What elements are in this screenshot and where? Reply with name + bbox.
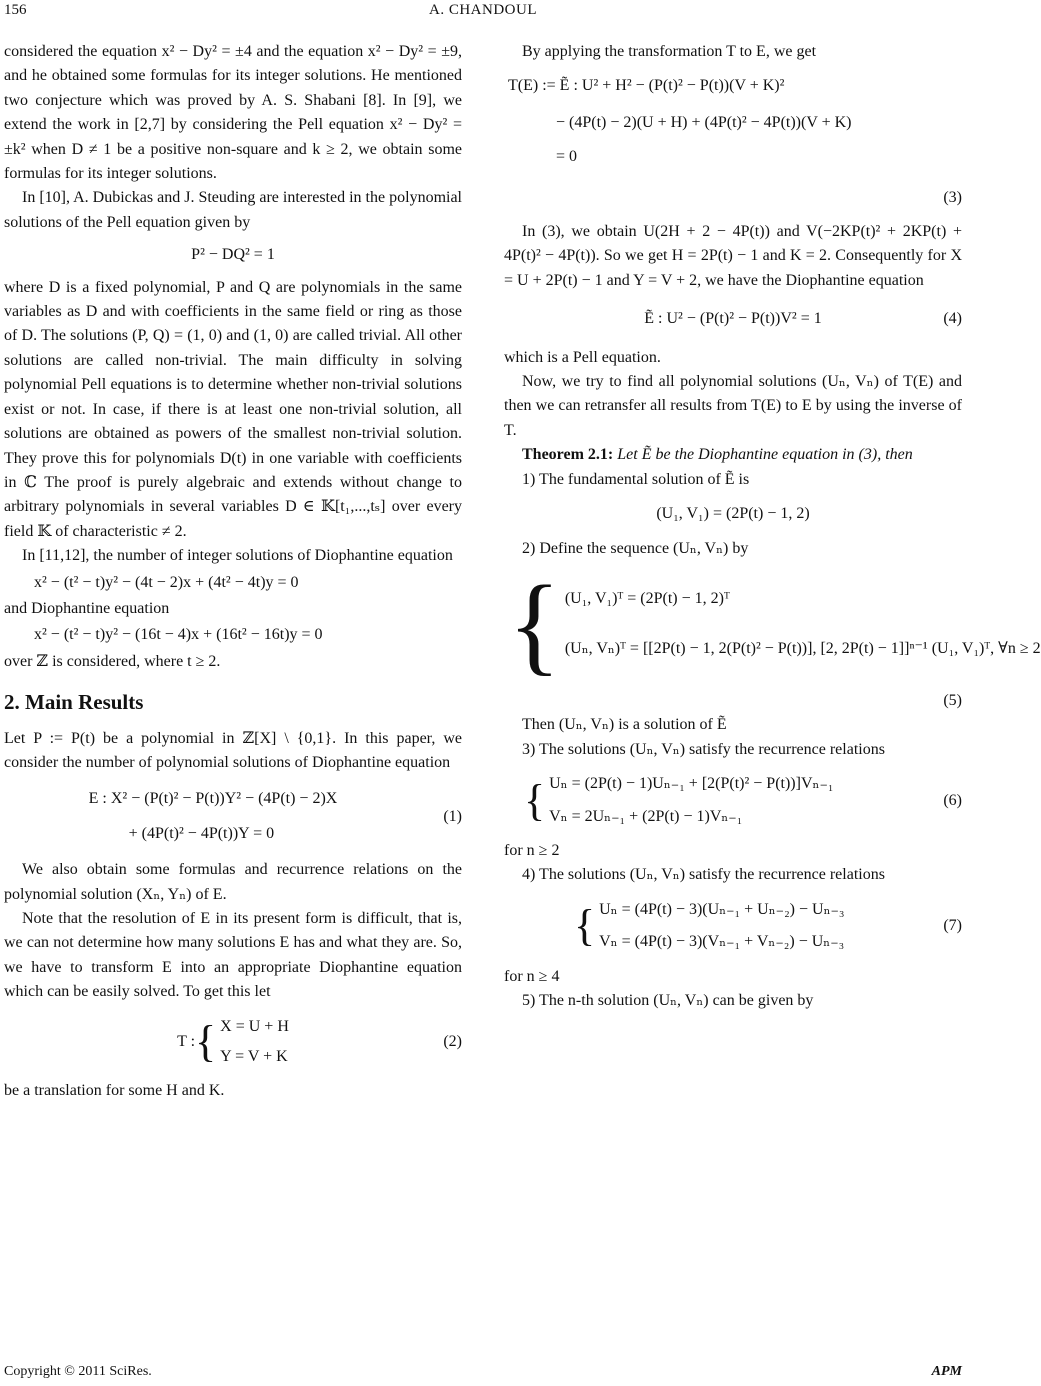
equation-number: (2) — [443, 1032, 462, 1050]
paragraph: which is a Pell equation. — [504, 348, 661, 366]
equation-number: (4) — [943, 310, 962, 328]
paragraph: for n ≥ 4 — [504, 967, 560, 985]
paragraph: In (3), we obtain U(2H + 2 − 4P(t)) and V(−2KP(t)² + 2KP(t) + 4P(t)² − 4P(t)). So we get H = 2P(t) − 1 and K = 2. Consequently for X = U + 2P(t) − 1 and Y = V + 2, we have the Diophantine equation — [504, 223, 962, 289]
equation-1: E : X² − (P(t)² − P(t))Y² − (4P(t) − 2)X + (4P(t)² − 4P(t))Y = 0 (1) — [88, 790, 462, 842]
theorem-item: 1) The fundamental solution of Ẽ is — [522, 470, 750, 488]
paragraph: In [10], A. Dubickas and J. Steuding are interested in the polynomial solutions of the Pell equation given by — [4, 189, 462, 231]
theorem-item: 2) Define the sequence (Uₙ, Vₙ) by — [522, 539, 749, 557]
paragraph: Now, we try to find all polynomial solutions (Uₙ, Vₙ) of T(E) and then we can retransfer all results from T(E) to E by using the inverse of T. — [504, 373, 962, 439]
paragraph: In [11,12], the number of integer solutions of Diophantine equation — [22, 547, 453, 565]
theorem-item: 3) The solutions (Uₙ, Vₙ) satisfy the recurrence relations — [522, 740, 885, 758]
right-column — [504, 40, 1041, 1013]
theorem-label: Theorem 2.1: — [522, 446, 614, 464]
left-column — [4, 40, 462, 1104]
paragraph: considered the equation x² − Dy² = ±4 and the equation x² − Dy² = ±9, and he obtained some formulas for its integer solutions. He mentioned two conjecture which was proved by A. S. Shabani [8]. In [9], we extend the work in [2,7] by considering the Pell equation x² − Dy² = ±k² when D ≠ 1 be a positive non-square and k ≥ 2, we obtain some formulas for its integer solutions. — [4, 43, 462, 183]
running-title: A. CHANDOUL — [429, 2, 537, 18]
page-number: 156 — [4, 2, 27, 18]
equation-number: (5) — [943, 691, 962, 709]
paragraph: Let P := P(t) be a polynomial in ℤ[X] \ {0,1}. In this paper, we consider the number of polynomial solutions of Diophantine equation — [4, 729, 462, 771]
equation-5: { (U₁, V₁)ᵀ = (2P(t) − 1, 2)ᵀ (Uₙ, Vₙ)ᵀ = [[2P(t) − 1, 2(P(t)² − P(t))], [2, 2P(t) − 1]]ⁿ⁻¹ (U₁, V₁)ᵀ, ∀n ≥ 2 — [508, 562, 1041, 685]
equation-diophantine-1: x² − (t² − t)y² − (4t − 2)x + (4t² − 4t)y = 0 — [34, 573, 299, 591]
equation-2: T : { X = U + H Y = V + K (2) — [177, 1017, 462, 1067]
equation-7: { Uₙ = (4P(t) − 3)(Uₙ₋₁ + Uₙ₋₂) − Uₙ₋₃ Vₙ = (4P(t) − 3)(Vₙ₋₁ + Vₙ₋₂) − Uₙ₋₃ (7) — [574, 900, 962, 951]
paragraph: and Diophantine equation — [4, 599, 170, 617]
theorem-item: Then (Uₙ, Vₙ) is a solution of Ẽ — [522, 716, 727, 734]
equation-number: (7) — [943, 916, 962, 934]
brace-glyph: { — [195, 1017, 217, 1067]
copyright-notice: Copyright © 2011 SciRes. — [4, 1364, 152, 1379]
paragraph: where D is a fixed polynomial, P and Q are polynomials in the same variables as D and with coefficients in the same field or ring as those of D. The solutions (P, Q) = (1, 0) and (1, 0) are called trivial. All other solutions are called non-trivial. The main difficulty in solving polynomial Pell equations is to determine whether non-trivial solutions exist or not. In case, if there is at least one non-trivial solution, all solutions are obtained as powers of the smallest non-trivial solution. They prove this for polynomials D(t) in one variable with coefficients in ℂ The proof is purely algebraic and extends without change to arbitrary polynomials in several variables D ∈ 𝕂[t₁,...,tₛ] over every field 𝕂 of characteristic ≠ 2. — [4, 278, 462, 540]
brace-glyph: { — [574, 901, 596, 951]
equation-number: (6) — [943, 791, 962, 809]
theorem-text: Let Ẽ be the Diophantine equation in (3), then — [617, 446, 913, 464]
brace-glyph: { — [524, 775, 546, 825]
equation-number: (1) — [443, 807, 462, 825]
equation-6: { Uₙ = (2P(t) − 1)Uₙ₋₁ + [2(P(t)² − P(t))]Vₙ₋₁ Vₙ = 2Uₙ₋₁ + (2P(t) − 1)Vₙ₋₁ (6) — [524, 775, 962, 825]
equation-pell: P² − DQ² = 1 — [191, 246, 275, 264]
equation-3: T(E) := Ẽ : U² + H² − (P(t)² − P(t))(V + K)² − (4P(t) − 2)(U + H) + (4P(t)² − 4P(t))(V + K) = 0 (3) — [504, 74, 962, 210]
theorem-statement — [504, 443, 962, 467]
paragraph: We also obtain some formulas and recurrence relations on the polynomial solution (Xₙ, Yₙ) of E. — [4, 861, 462, 903]
equation-diophantine-2: x² − (t² − t)y² − (16t − 4)x + (16t² − 16t)y = 0 — [34, 626, 323, 644]
page-header — [0, 2, 966, 24]
brace-glyph: { — [508, 562, 561, 685]
paragraph: By applying the transformation T to E, we get — [522, 43, 817, 60]
paragraph: for n ≥ 2 — [504, 841, 560, 859]
equation-number: (3) — [943, 188, 962, 206]
journal-abbreviation: APM — [931, 1364, 962, 1379]
section-title: 2. Main Results — [4, 690, 144, 715]
paragraph: Note that the resolution of E in its present form is difficult, that is, we can not determine how many solutions E has and what they are. So, we have to transform E into an appropriate Diophantine equation which can be easily solved. To get this let — [4, 910, 462, 1001]
paragraph: over ℤ is considered, where t ≥ 2. — [4, 652, 221, 670]
equation-4: Ẽ : U² − (P(t)² − P(t))V² = 1 (4) — [504, 307, 962, 331]
theorem-item: 5) The n-th solution (Uₙ, Vₙ) can be given by — [522, 991, 814, 1009]
theorem-item: 4) The solutions (Uₙ, Vₙ) satisfy the recurrence relations — [522, 866, 885, 884]
paragraph: be a translation for some H and K. — [4, 1082, 225, 1100]
equation-fundamental-solution: (U₁, V₁) = (2P(t) − 1, 2) — [656, 505, 810, 523]
